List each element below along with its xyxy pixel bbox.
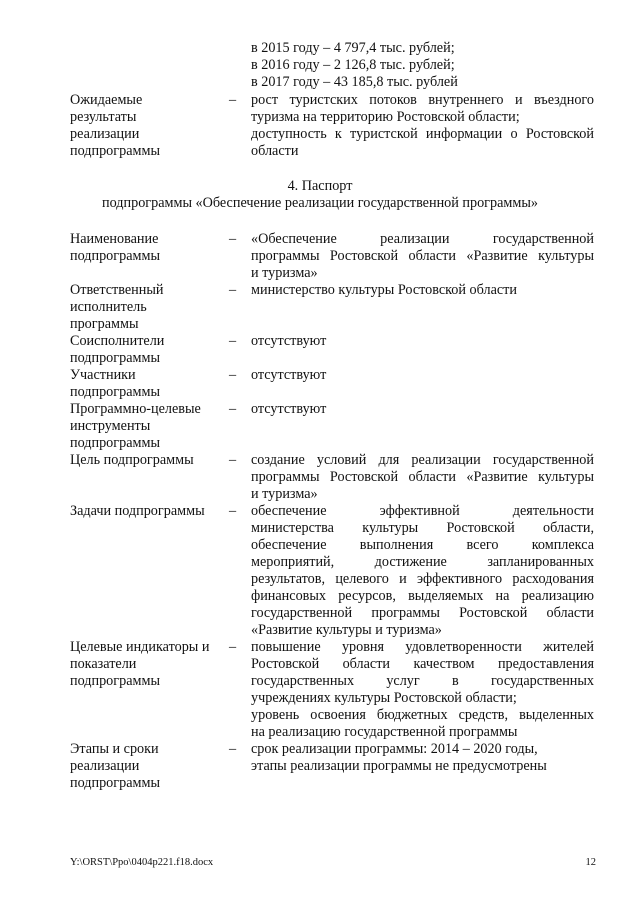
row-participants-text-1: отсутствуют (251, 367, 327, 383)
row-instruments-dash: – (229, 401, 237, 417)
row-tasks-text-5: результатов, целевого и эффективного расходования (251, 571, 594, 587)
expected-text-3: доступность к туристской информации о Ростовской (251, 126, 594, 142)
row-coexecutors-label-2: подпрограммы (70, 350, 160, 366)
row-instruments-label-1: Программно-целевые (70, 401, 201, 417)
expected-label-2: результаты (70, 109, 137, 125)
row-participants-label-1: Участники (70, 367, 136, 383)
expected-label-4: подпрограммы (70, 143, 160, 159)
expected-label-1: Ожидаемые (70, 92, 143, 108)
row-goal-text-2: программы Ростовской области «Развитие культуры (251, 469, 594, 485)
row-executor-label-2: исполнитель (70, 299, 147, 315)
row-executor-text-1: министерство культуры Ростовской области (251, 282, 517, 298)
row-participants-dash: – (229, 367, 237, 383)
row-stages-text-2: этапы реализации программы не предусмотрены (251, 758, 547, 774)
row-name-text-2: программы Ростовской области «Развитие культуры (251, 248, 594, 264)
expected-text-1: рост туристских потоков внутреннего и въездного (251, 92, 594, 108)
row-indicators-text-6: на реализацию государственной программы (251, 724, 518, 740)
expected-text-2: туризма на территорию Ростовской области; (251, 109, 520, 125)
row-instruments-text-1: отсутствуют (251, 401, 327, 417)
row-stages-dash: – (229, 741, 237, 757)
row-goal-text-1: создание условий для реализации государственной (251, 452, 594, 468)
row-name-dash: – (229, 231, 237, 247)
expected-text-4: области (251, 143, 299, 159)
row-stages-label-1: Этапы и сроки (70, 741, 159, 757)
row-indicators-label-1: Целевые индикаторы и (70, 639, 210, 655)
row-executor-label-3: программы (70, 316, 139, 332)
row-tasks-label-1: Задачи подпрограммы (70, 503, 205, 519)
row-stages-label-3: подпрограммы (70, 775, 160, 791)
row-name-label-1: Наименование (70, 231, 159, 247)
row-indicators-label-2: показатели (70, 656, 137, 672)
row-tasks-text-6: финансовых ресурсов, выделяемых на реализацию (251, 588, 594, 604)
funding-line-2015: в 2015 году – 4 797,4 тыс. рублей; (251, 40, 455, 56)
row-indicators-dash: – (229, 639, 237, 655)
row-executor-dash: – (229, 282, 237, 298)
footer-page-number: 12 (585, 857, 596, 868)
row-executor-label-1: Ответственный (70, 282, 164, 298)
row-indicators-text-1: повышение уровня удовлетворенности жителей (251, 639, 594, 655)
footer-file-path: Y:\ORST\Ppo\0404p221.f18.docx (70, 857, 214, 868)
row-stages-text-1: срок реализации программы: 2014 – 2020 годы, (251, 741, 538, 757)
row-coexecutors-text-1: отсутствуют (251, 333, 327, 349)
row-tasks-text-4: мероприятий, достижение запланированных (251, 554, 594, 570)
funding-line-2016: в 2016 году – 2 126,8 тыс. рублей; (251, 57, 455, 73)
funding-line-2017: в 2017 году – 43 185,8 тыс. рублей (251, 74, 458, 90)
row-tasks-text-8: «Развитие культуры и туризма» (251, 622, 442, 638)
row-stages-label-2: реализации (70, 758, 140, 774)
row-indicators-text-2: Ростовской области качеством предоставления (251, 656, 594, 672)
row-coexecutors-label-1: Соисполнители (70, 333, 165, 349)
row-tasks-dash: – (229, 503, 237, 519)
row-tasks-text-7: государственной программы Ростовской области (251, 605, 594, 621)
row-tasks-text-3: обеспечение выполнения всего комплекса (251, 537, 594, 553)
row-goal-dash: – (229, 452, 237, 468)
row-instruments-label-2: инструменты (70, 418, 151, 434)
row-goal-text-3: и туризма» (251, 486, 318, 502)
row-name-text-3: и туризма» (251, 265, 318, 281)
row-tasks-text-2: министерства культуры Ростовской области, (251, 520, 594, 536)
row-indicators-label-3: подпрограммы (70, 673, 160, 689)
row-indicators-text-4: учреждениях культуры Ростовской области; (251, 690, 517, 706)
row-tasks-text-1: обеспечение эффективной деятельности (251, 503, 594, 519)
row-participants-label-2: подпрограммы (70, 384, 160, 400)
section-heading-number: 4. Паспорт (287, 178, 353, 194)
row-goal-label-1: Цель подпрограммы (70, 452, 194, 468)
row-instruments-label-3: подпрограммы (70, 435, 160, 451)
row-indicators-text-3: государственных услуг в государственных (251, 673, 594, 689)
section-heading-title: подпрограммы «Обеспечение реализации государственной программы» (102, 195, 538, 211)
expected-label-3: реализации (70, 126, 140, 142)
row-coexecutors-dash: – (229, 333, 237, 349)
row-indicators-text-5: уровень освоения бюджетных средств, выделенных (251, 707, 594, 723)
expected-dash: – (229, 92, 237, 108)
row-name-label-2: подпрограммы (70, 248, 160, 264)
row-name-text-1: «Обеспечение реализации государственной (251, 231, 594, 247)
